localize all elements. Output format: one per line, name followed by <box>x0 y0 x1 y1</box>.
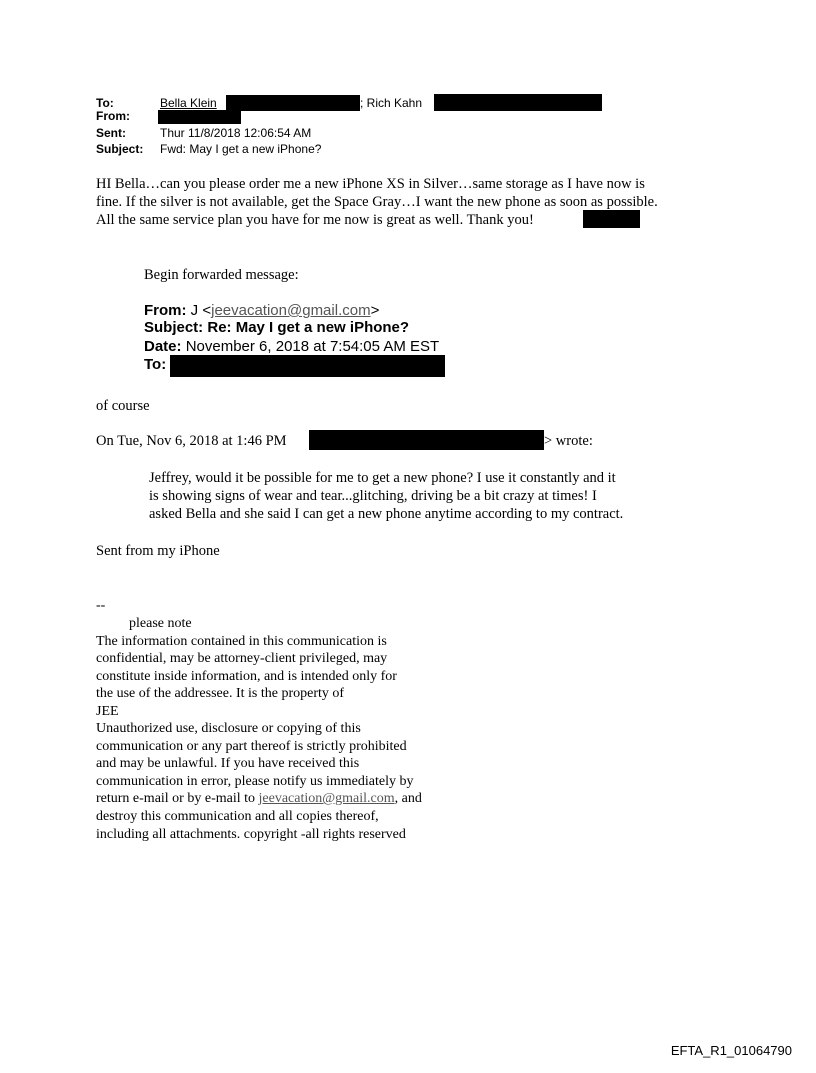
footer-line: destroy this communication and all copies thereof, <box>96 809 379 824</box>
footer-line: communication or any part thereof is strictly prohibited <box>96 739 407 754</box>
fwd-subject-label: Subject: <box>144 319 204 336</box>
quote-wrote: > wrote: <box>544 433 593 449</box>
redaction-from <box>158 110 241 124</box>
footer-line: The information contained in this communication is <box>96 634 387 649</box>
fwd-date-value: November 6, 2018 at 7:54:05 AM EST <box>185 338 440 355</box>
redaction-to-1 <box>226 95 360 111</box>
quote-line-2: is showing signs of wear and tear...glitching, driving be a bit crazy at times! I <box>149 488 597 504</box>
footer-line: the use of the addressee. It is the property of <box>96 686 345 701</box>
footer-line: and may be unlawful. If you have received this <box>96 756 360 771</box>
reply-text: of course <box>96 398 150 414</box>
signature: Sent from my iPhone <box>96 543 220 559</box>
sent-label: Sent: <box>96 126 126 140</box>
subject-label: Subject: <box>96 142 144 156</box>
footer-line10-pre: return e-mail or by e-mail to <box>96 791 259 806</box>
fwd-from-name: J < <box>190 302 212 319</box>
forward-intro: Begin forwarded message: <box>144 267 299 283</box>
footer-line: communication in error, please notify us immediately by <box>96 774 414 789</box>
quote-intro: On Tue, Nov 6, 2018 at 1:46 PM <box>96 433 287 449</box>
fwd-from-label: From: <box>144 302 187 319</box>
redaction-signoff <box>583 210 640 228</box>
sent-value: Thur 11/8/2018 12:06:54 AM <box>160 126 312 140</box>
footer-line: Unauthorized use, disclosure or copying of this <box>96 721 361 736</box>
fwd-from-email-link[interactable]: jeevacation@gmail.com <box>211 302 371 319</box>
footer-note: please note <box>129 616 192 631</box>
message-line-2: fine. If the silver is not available, get the Space Gray…I want the new phone as soon as possible. <box>96 194 658 210</box>
footer-line: confidential, may be attorney-client privileged, may <box>96 651 388 666</box>
from-label: From: <box>96 109 130 123</box>
quote-line-3: asked Bella and she said I can get a new phone anytime according to my contract. <box>149 506 624 522</box>
footer-line: constitute inside information, and is intended only for <box>96 669 397 684</box>
fwd-to-label: To: <box>144 356 167 373</box>
fwd-date-line <box>144 339 439 355</box>
footer-line10-post: , and <box>394 791 422 806</box>
message-line-3: All the same service plan you have for me now is great as well. Thank you! <box>96 212 534 228</box>
message-line-1: HI Bella…can you please order me a new iPhone XS in Silver…same storage as I have now is <box>96 176 645 192</box>
redaction-quote-sender <box>309 430 544 450</box>
footer-dashes: -- <box>96 598 106 613</box>
footer-line: including all attachments. copyright -all rights reserved <box>96 827 406 842</box>
footer-line-email <box>96 790 422 807</box>
redaction-to-2 <box>434 94 602 111</box>
footer-email-link[interactable]: jeevacation@gmail.com <box>258 791 395 806</box>
to-label: To: <box>96 96 114 110</box>
subject-value: Fwd: May I get a new iPhone? <box>160 142 322 156</box>
fwd-to-line <box>144 357 166 373</box>
fwd-subject-line <box>144 320 409 336</box>
fwd-from-line <box>144 303 379 319</box>
quote-line-1: Jeffrey, would it be possible for me to get a new phone? I use it constantly and it <box>149 470 616 486</box>
fwd-date-label: Date: <box>144 338 182 355</box>
fwd-subject-value: Re: May I get a new iPhone? <box>207 319 410 336</box>
fwd-from-close: > <box>370 302 380 319</box>
redaction-fwd-to <box>170 355 445 377</box>
document-id: EFTA_R1_01064790 <box>670 1043 792 1058</box>
to-name-rich: ; Rich Kahn <box>360 96 423 110</box>
footer-line: JEE <box>96 704 119 719</box>
to-name-bella: Bella Klein <box>160 96 217 110</box>
